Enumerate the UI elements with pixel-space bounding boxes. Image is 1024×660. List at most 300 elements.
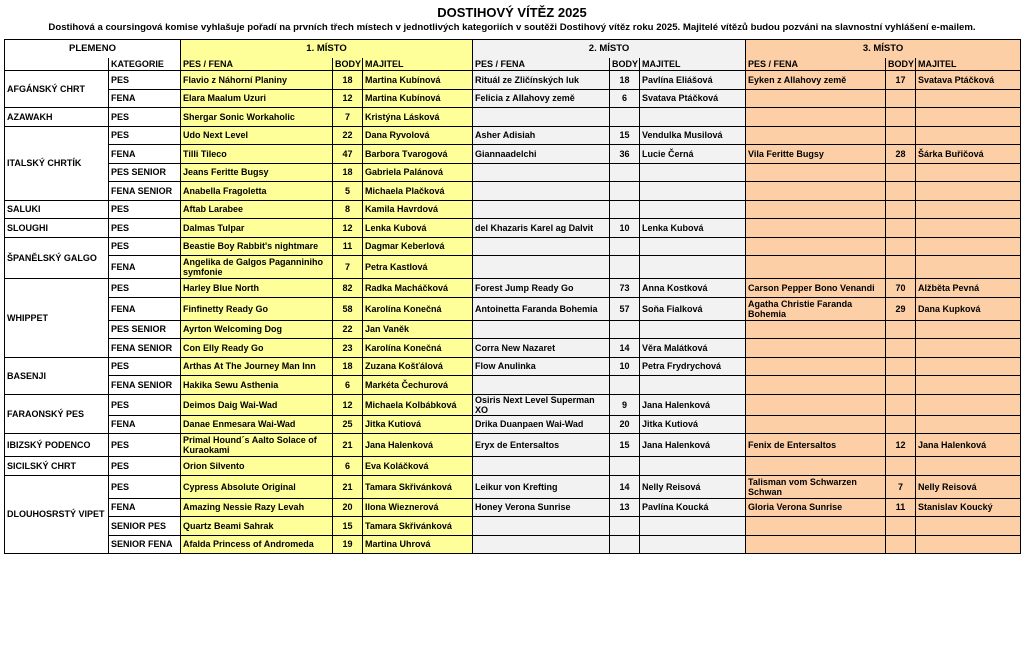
dog-name-cell: Talisman vom Schwarzen Schwan <box>746 475 886 498</box>
owner-cell: Dana Ryvolová <box>363 126 473 145</box>
owner-cell: Vendulka Musilová <box>640 126 746 145</box>
owner-cell: Tamara Skřivánková <box>363 475 473 498</box>
points-cell: 9 <box>610 394 640 415</box>
owner-cell: Jana Halenková <box>363 434 473 457</box>
owner-cell <box>916 219 1021 238</box>
category-cell: FENA <box>109 256 181 279</box>
table-row <box>5 182 1021 201</box>
owner-cell: Zuzana Košťálová <box>363 357 473 376</box>
header-place-2: 2. MÍSTO <box>473 40 746 59</box>
breed-cell: WHIPPET <box>5 279 109 358</box>
dog-name-cell <box>746 163 886 182</box>
points-cell: 12 <box>333 219 363 238</box>
owner-cell: Stanislav Koucký <box>916 498 1021 517</box>
owner-cell: Tamara Skřivánková <box>363 517 473 536</box>
points-cell: 18 <box>610 71 640 90</box>
owner-cell <box>916 182 1021 201</box>
points-cell: 10 <box>610 219 640 238</box>
points-cell: 22 <box>333 126 363 145</box>
header-place-3: 3. MÍSTO <box>746 40 1021 59</box>
breed-cell: FARAONSKÝ PES <box>5 394 109 434</box>
points-cell: 17 <box>886 71 916 90</box>
owner-cell: Eva Koláčková <box>363 457 473 476</box>
owner-cell <box>640 517 746 536</box>
owner-cell <box>640 237 746 256</box>
breed-cell: ITALSKÝ CHRTÍK <box>5 126 109 200</box>
owner-cell: Barbora Tvarogová <box>363 145 473 164</box>
table-row <box>5 394 1021 415</box>
points-cell: 12 <box>333 394 363 415</box>
dog-name-cell <box>746 108 886 127</box>
points-cell <box>886 457 916 476</box>
points-cell <box>886 89 916 108</box>
category-cell: FENA <box>109 415 181 434</box>
points-cell: 11 <box>886 498 916 517</box>
points-cell <box>886 535 916 554</box>
points-cell: 14 <box>610 475 640 498</box>
dog-name-cell <box>746 376 886 395</box>
owner-cell <box>640 535 746 554</box>
category-cell: PES <box>109 200 181 219</box>
owner-cell <box>916 237 1021 256</box>
owner-cell: Kamila Havrdová <box>363 200 473 219</box>
header-points-3: BODY <box>886 58 916 71</box>
table-row <box>5 219 1021 238</box>
owner-cell <box>916 457 1021 476</box>
header-dog-2: PES / FENA <box>473 58 610 71</box>
owner-cell: Gabriela Palánová <box>363 163 473 182</box>
dog-name-cell: Carson Pepper Bono Venandi <box>746 279 886 298</box>
table-row <box>5 434 1021 457</box>
table-row <box>5 108 1021 127</box>
dog-name-cell: Antoinetta Faranda Bohemia <box>473 297 610 320</box>
owner-cell: Jana Halenková <box>916 434 1021 457</box>
table-row <box>5 126 1021 145</box>
category-cell: PES <box>109 394 181 415</box>
dog-name-cell: Eyken z Allahovy země <box>746 71 886 90</box>
points-cell: 25 <box>333 415 363 434</box>
table-row <box>5 256 1021 279</box>
table-row <box>5 339 1021 358</box>
dog-name-cell: Flavio z Náhorní Planiny <box>181 71 333 90</box>
category-cell: PES SENIOR <box>109 163 181 182</box>
table-row <box>5 517 1021 536</box>
owner-cell: Karolína Konečná <box>363 339 473 358</box>
dog-name-cell: Aftab Larabee <box>181 200 333 219</box>
owner-cell: Jana Halenková <box>640 394 746 415</box>
dog-name-cell <box>746 182 886 201</box>
owner-cell: Svatava Ptáčková <box>916 71 1021 90</box>
table-row <box>5 200 1021 219</box>
table-row <box>5 475 1021 498</box>
owner-cell: Dana Kupková <box>916 297 1021 320</box>
owner-cell: Šárka Buřičová <box>916 145 1021 164</box>
dog-name-cell: Quartz Beami Sahrak <box>181 517 333 536</box>
dog-name-cell <box>746 517 886 536</box>
breed-cell: SICILSKÝ CHRT <box>5 457 109 476</box>
category-cell: FENA SENIOR <box>109 182 181 201</box>
header-place-1: 1. MÍSTO <box>181 40 473 59</box>
dog-name-cell: Con Elly Ready Go <box>181 339 333 358</box>
category-cell: PES <box>109 126 181 145</box>
header-points-2: BODY <box>610 58 640 71</box>
dog-name-cell: Eryx de Entersaltos <box>473 434 610 457</box>
points-cell: 6 <box>610 89 640 108</box>
owner-cell: Kristýna Lásková <box>363 108 473 127</box>
dog-name-cell: Harley Blue North <box>181 279 333 298</box>
table-row <box>5 357 1021 376</box>
dog-name-cell: Forest Jump Ready Go <box>473 279 610 298</box>
owner-cell <box>916 163 1021 182</box>
points-cell <box>610 182 640 201</box>
dog-name-cell: Osiris Next Level Superman XO <box>473 394 610 415</box>
points-cell <box>886 200 916 219</box>
category-cell: FENA SENIOR <box>109 376 181 395</box>
dog-name-cell <box>473 163 610 182</box>
table-row <box>5 279 1021 298</box>
owner-cell: Anna Kostková <box>640 279 746 298</box>
owner-cell: Jana Halenková <box>640 434 746 457</box>
points-cell: 7 <box>333 256 363 279</box>
dog-name-cell: Shergar Sonic Workaholic <box>181 108 333 127</box>
dog-name-cell: Udo Next Level <box>181 126 333 145</box>
dog-name-cell <box>746 200 886 219</box>
header-dog-3: PES / FENA <box>746 58 886 71</box>
owner-cell: Lucie Černá <box>640 145 746 164</box>
dog-name-cell: Drika Duanpaen Wai-Wad <box>473 415 610 434</box>
breed-cell: ŠPANĚLSKÝ GALGO <box>5 237 109 279</box>
owner-cell: Alžběta Pevná <box>916 279 1021 298</box>
owner-cell <box>640 457 746 476</box>
points-cell: 47 <box>333 145 363 164</box>
dog-name-cell: Deimos Daig Wai-Wad <box>181 394 333 415</box>
table-row <box>5 71 1021 90</box>
breed-cell: AZAWAKH <box>5 108 109 127</box>
owner-cell <box>640 182 746 201</box>
dog-name-cell <box>746 256 886 279</box>
category-cell: PES SENIOR <box>109 320 181 339</box>
dog-name-cell: Arthas At The Journey Man Inn <box>181 357 333 376</box>
category-cell: PES <box>109 108 181 127</box>
dog-name-cell <box>746 457 886 476</box>
points-cell: 15 <box>610 434 640 457</box>
points-cell: 12 <box>886 434 916 457</box>
points-cell: 15 <box>333 517 363 536</box>
dog-name-cell <box>746 394 886 415</box>
table-row <box>5 498 1021 517</box>
dog-name-cell <box>746 320 886 339</box>
points-cell <box>886 182 916 201</box>
owner-cell <box>640 200 746 219</box>
owner-cell <box>640 320 746 339</box>
dog-name-cell: Cypress Absolute Original <box>181 475 333 498</box>
owner-cell <box>916 517 1021 536</box>
points-cell <box>886 108 916 127</box>
dog-name-cell: del Khazaris Karel ag Dalvit <box>473 219 610 238</box>
owner-cell <box>916 108 1021 127</box>
table-row <box>5 320 1021 339</box>
dog-name-cell: Honey Verona Sunrise <box>473 498 610 517</box>
points-cell: 82 <box>333 279 363 298</box>
owner-cell: Ilona Wieznerová <box>363 498 473 517</box>
dog-name-cell <box>746 219 886 238</box>
dog-name-cell <box>746 89 886 108</box>
owner-cell: Dagmar Keberlová <box>363 237 473 256</box>
category-cell: FENA <box>109 297 181 320</box>
owner-cell: Martina Kubínová <box>363 71 473 90</box>
points-cell <box>886 163 916 182</box>
owner-cell: Nelly Reisová <box>916 475 1021 498</box>
dog-name-cell: Finfinetty Ready Go <box>181 297 333 320</box>
points-cell <box>886 256 916 279</box>
table-row <box>5 145 1021 164</box>
dog-name-cell <box>746 126 886 145</box>
dog-name-cell: Felicia z Allahovy země <box>473 89 610 108</box>
points-cell: 11 <box>333 237 363 256</box>
dog-name-cell: Anabella Fragoletta <box>181 182 333 201</box>
points-cell <box>610 256 640 279</box>
points-cell: 7 <box>333 108 363 127</box>
points-cell <box>610 237 640 256</box>
points-cell <box>886 339 916 358</box>
owner-cell <box>916 339 1021 358</box>
owner-cell: Jitka Kutiová <box>363 415 473 434</box>
header-owner-3: MAJITEL <box>916 58 1021 71</box>
category-cell: SENIOR PES <box>109 517 181 536</box>
points-cell: 6 <box>333 457 363 476</box>
dog-name-cell <box>473 517 610 536</box>
points-cell <box>886 237 916 256</box>
points-cell: 18 <box>333 163 363 182</box>
points-cell: 18 <box>333 357 363 376</box>
owner-cell: Lenka Kubová <box>640 219 746 238</box>
dog-name-cell: Afalda Princess of Andromeda <box>181 535 333 554</box>
points-cell: 70 <box>886 279 916 298</box>
owner-cell: Věra Malátková <box>640 339 746 358</box>
category-cell: PES <box>109 237 181 256</box>
points-cell <box>610 457 640 476</box>
owner-cell <box>916 126 1021 145</box>
table-row <box>5 376 1021 395</box>
breed-cell: DLOUHOSRSTÝ VIPET <box>5 475 109 554</box>
owner-cell: Martina Kubínová <box>363 89 473 108</box>
dog-name-cell: Elara Maalum Uzuri <box>181 89 333 108</box>
dog-name-cell: Vila Feritte Bugsy <box>746 145 886 164</box>
dog-name-cell <box>473 256 610 279</box>
owner-cell: Radka Macháčková <box>363 279 473 298</box>
category-cell: FENA <box>109 498 181 517</box>
points-cell: 5 <box>333 182 363 201</box>
owner-cell <box>640 108 746 127</box>
category-cell: PES <box>109 457 181 476</box>
points-cell <box>886 415 916 434</box>
dog-name-cell <box>473 535 610 554</box>
points-cell: 58 <box>333 297 363 320</box>
owner-cell <box>916 89 1021 108</box>
header-dog-1: PES / FENA <box>181 58 333 71</box>
dog-name-cell: Beastie Boy Rabbit's nightmare <box>181 237 333 256</box>
owner-cell: Lenka Kubová <box>363 219 473 238</box>
points-cell <box>610 163 640 182</box>
owner-cell: Petra Kastlová <box>363 256 473 279</box>
dog-name-cell: Fenix de Entersaltos <box>746 434 886 457</box>
points-cell <box>610 108 640 127</box>
dog-name-cell <box>746 339 886 358</box>
dog-name-cell: Leikur von Krefting <box>473 475 610 498</box>
points-cell: 23 <box>333 339 363 358</box>
category-cell: FENA SENIOR <box>109 339 181 358</box>
dog-name-cell <box>473 200 610 219</box>
owner-cell: Martina Uhrová <box>363 535 473 554</box>
dog-name-cell: Orion Silvento <box>181 457 333 476</box>
points-cell: 28 <box>886 145 916 164</box>
breed-cell: IBIZSKÝ PODENCO <box>5 434 109 457</box>
category-cell: FENA <box>109 89 181 108</box>
points-cell: 73 <box>610 279 640 298</box>
category-cell: PES <box>109 279 181 298</box>
points-cell: 29 <box>886 297 916 320</box>
points-cell <box>610 517 640 536</box>
points-cell <box>610 320 640 339</box>
points-cell <box>886 517 916 536</box>
owner-cell <box>916 256 1021 279</box>
owner-cell: Svatava Ptáčková <box>640 89 746 108</box>
table-row <box>5 237 1021 256</box>
owner-cell <box>640 376 746 395</box>
dog-name-cell: Corra New Nazaret <box>473 339 610 358</box>
points-cell: 19 <box>333 535 363 554</box>
dog-name-cell: Rituál ze Zličínských luk <box>473 71 610 90</box>
table-row <box>5 535 1021 554</box>
dog-name-cell <box>746 415 886 434</box>
breed-cell: SLOUGHI <box>5 219 109 238</box>
dog-name-cell: Hakika Sewu Asthenia <box>181 376 333 395</box>
header-owner-2: MAJITEL <box>640 58 746 71</box>
owner-cell <box>640 256 746 279</box>
points-cell: 12 <box>333 89 363 108</box>
points-cell <box>610 376 640 395</box>
table-row <box>5 89 1021 108</box>
owner-cell <box>640 163 746 182</box>
owner-cell: Jitka Kutiová <box>640 415 746 434</box>
category-cell: FENA <box>109 145 181 164</box>
points-cell: 21 <box>333 475 363 498</box>
points-cell <box>886 394 916 415</box>
owner-cell: Pavlína Koucká <box>640 498 746 517</box>
points-cell <box>886 219 916 238</box>
category-cell: PES <box>109 357 181 376</box>
category-cell: SENIOR FENA <box>109 535 181 554</box>
points-cell <box>886 376 916 395</box>
dog-name-cell <box>473 376 610 395</box>
dog-name-cell: Tilli Tileco <box>181 145 333 164</box>
dog-name-cell <box>473 457 610 476</box>
points-cell <box>886 320 916 339</box>
points-cell: 21 <box>333 434 363 457</box>
table-row <box>5 297 1021 320</box>
header-owner-1: MAJITEL <box>363 58 473 71</box>
points-cell <box>886 357 916 376</box>
breed-cell: AFGÁNSKÝ CHRT <box>5 71 109 108</box>
points-cell: 20 <box>610 415 640 434</box>
dog-name-cell: Gloria Verona Sunrise <box>746 498 886 517</box>
points-cell: 8 <box>333 200 363 219</box>
owner-cell: Jan Vaněk <box>363 320 473 339</box>
owner-cell: Nelly Reisová <box>640 475 746 498</box>
category-cell: PES <box>109 71 181 90</box>
dog-name-cell: Dalmas Tulpar <box>181 219 333 238</box>
dog-name-cell: Asher Adisiah <box>473 126 610 145</box>
owner-cell: Karolína Konečná <box>363 297 473 320</box>
owner-cell <box>916 394 1021 415</box>
results-table <box>4 39 1021 554</box>
dog-name-cell: Primal Hound´s Aalto Solace of Kuraokami <box>181 434 333 457</box>
points-cell: 20 <box>333 498 363 517</box>
owner-cell <box>916 535 1021 554</box>
points-cell <box>610 200 640 219</box>
owner-cell: Markéta Čechurová <box>363 376 473 395</box>
dog-name-cell: Jeans Feritte Bugsy <box>181 163 333 182</box>
dog-name-cell <box>473 108 610 127</box>
category-cell: PES <box>109 434 181 457</box>
dog-name-cell <box>473 320 610 339</box>
points-cell: 15 <box>610 126 640 145</box>
points-cell: 57 <box>610 297 640 320</box>
owner-cell <box>916 415 1021 434</box>
dog-name-cell <box>746 357 886 376</box>
table-row <box>5 415 1021 434</box>
dog-name-cell: Amazing Nessie Razy Levah <box>181 498 333 517</box>
owner-cell: Soňa Fialková <box>640 297 746 320</box>
points-cell: 7 <box>886 475 916 498</box>
owner-cell <box>916 357 1021 376</box>
points-cell: 14 <box>610 339 640 358</box>
dog-name-cell: Ayrton Welcoming Dog <box>181 320 333 339</box>
table-row <box>5 457 1021 476</box>
owner-cell: Michaela Plačková <box>363 182 473 201</box>
dog-name-cell <box>473 182 610 201</box>
header-points-1: BODY <box>333 58 363 71</box>
dog-name-cell: Angelika de Galgos Paganniniho symfonie <box>181 256 333 279</box>
points-cell: 18 <box>333 71 363 90</box>
breed-cell: BASENJI <box>5 357 109 394</box>
dog-name-cell: Giannaadelchi <box>473 145 610 164</box>
dog-name-cell: Agatha Christie Faranda Bohemia <box>746 297 886 320</box>
header-plemeno: PLEMENO <box>5 40 181 59</box>
header-kategorie: KATEGORIE <box>109 58 181 71</box>
category-cell: PES <box>109 219 181 238</box>
dog-name-cell <box>746 237 886 256</box>
points-cell <box>610 535 640 554</box>
category-cell: PES <box>109 475 181 498</box>
points-cell: 10 <box>610 357 640 376</box>
owner-cell: Pavlína Eliášová <box>640 71 746 90</box>
breed-cell: SALUKI <box>5 200 109 219</box>
dog-name-cell <box>746 535 886 554</box>
table-row <box>5 163 1021 182</box>
dog-name-cell <box>473 237 610 256</box>
owner-cell <box>916 200 1021 219</box>
points-cell: 22 <box>333 320 363 339</box>
owner-cell: Petra Frydrychová <box>640 357 746 376</box>
owner-cell <box>916 320 1021 339</box>
points-cell: 13 <box>610 498 640 517</box>
dog-name-cell: Danae Enmesara Wai-Wad <box>181 415 333 434</box>
page-subtitle: Dostihová a coursingová komise vyhlašuje pořadí na prvních třech místech v jednotlivých kategoriích v soutěži Dostihový vítěz roku 2025. Majitelé vítězů budou pozváni na slavnostní vyhlášení e-mailem. <box>48 22 976 33</box>
owner-cell: Michaela Kolbábková <box>363 394 473 415</box>
points-cell <box>886 126 916 145</box>
dog-name-cell: Flow Anulinka <box>473 357 610 376</box>
